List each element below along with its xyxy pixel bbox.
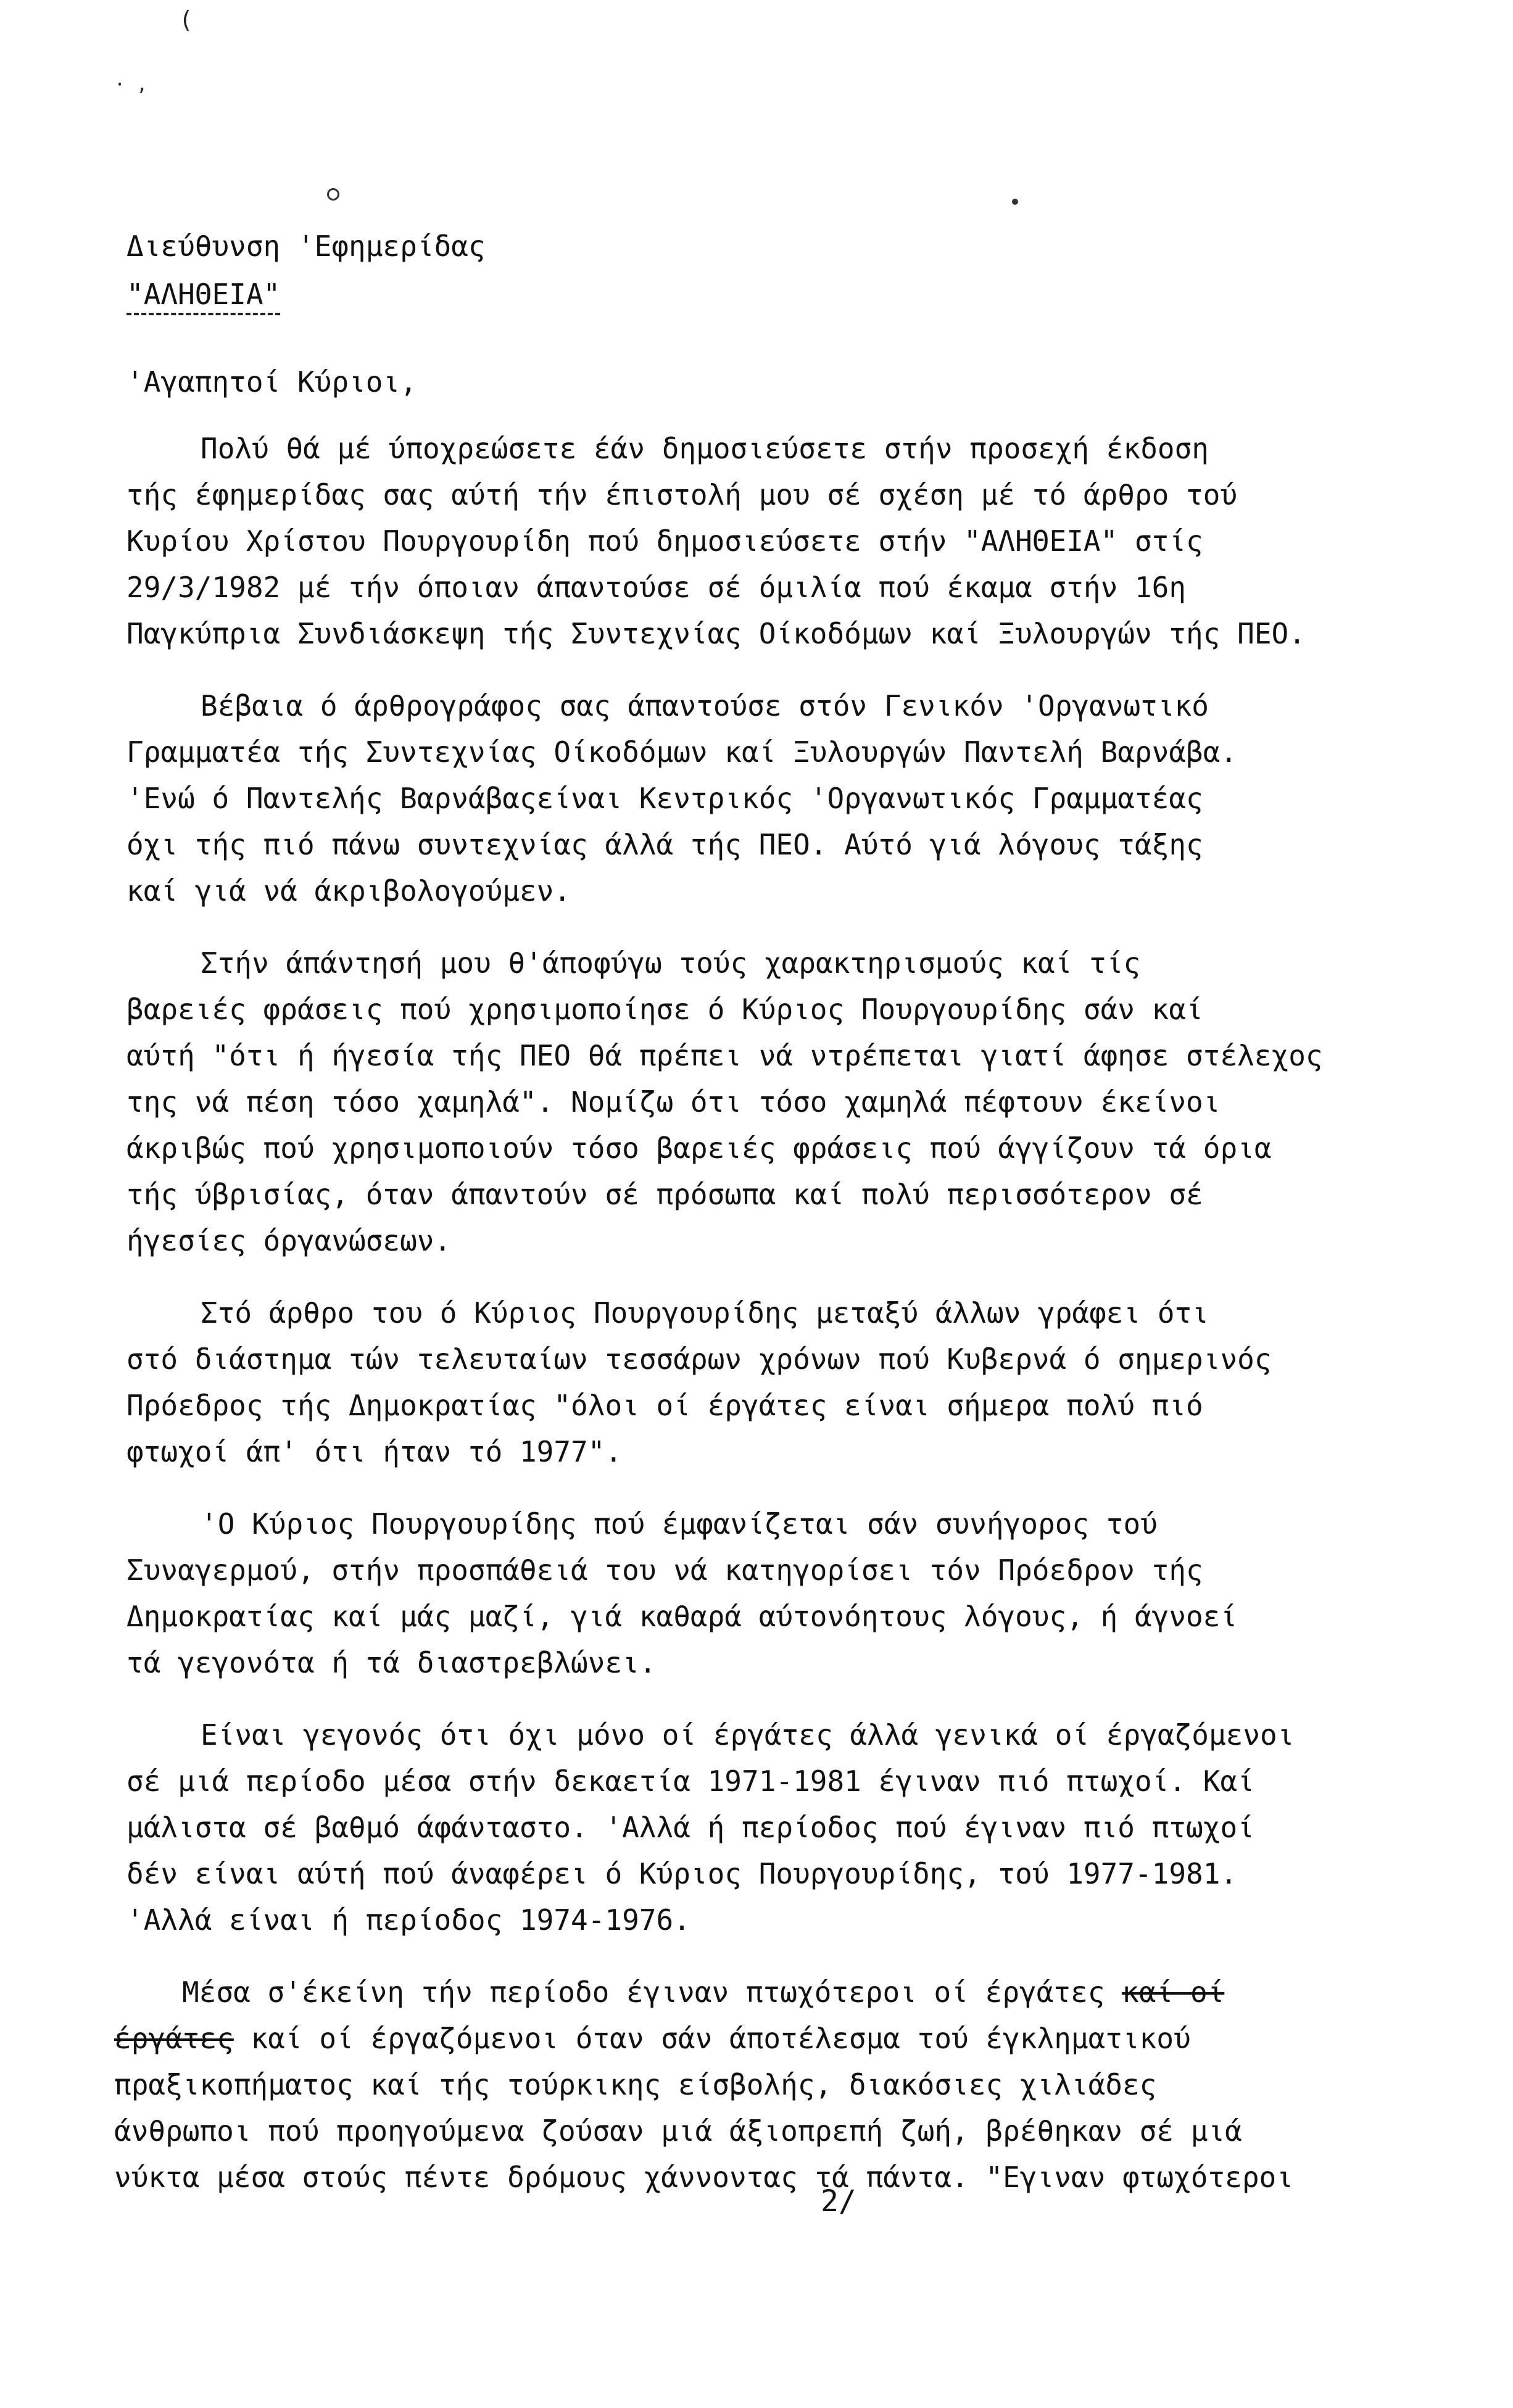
text-line: Στό άρθρο του ό Κύριος Πουργουρίδης μεταξύ άλλων γράφει ότι bbox=[201, 1296, 1209, 1330]
text-line: σέ μιά περίοδο μέσα στήν δεκαετία 1971-1981 έγιναν πιό πτωχοί. Καί bbox=[126, 1765, 1254, 1798]
text-line: βαρειές φράσεις πού χρησιμοποίησε ό Κύριος Πουργουρίδης σάν καί bbox=[126, 993, 1203, 1026]
text-line: Πρόεδρος τής Δημοκρατίας "όλοι οί έργάτες είναι σήμερα πολύ πιό bbox=[126, 1389, 1203, 1422]
text-line: δέν είναι αύτή πού άναφέρει ό Κύριος Πουργουρίδης, τού 1977-1981. bbox=[126, 1857, 1238, 1890]
text-line: 'Αλλά είναι ή περίοδος 1974-1976. bbox=[126, 1903, 690, 1937]
salutation: 'Αγαπητοί Κύριοι, bbox=[126, 365, 417, 399]
text-line: Είναι γεγονός ότι όχι μόνο οί έργάτες άλλά γενικά οί έργαζόμενοι bbox=[201, 1718, 1295, 1752]
paragraph-3 bbox=[126, 940, 1441, 1264]
text-line: 'Ενώ ό Παντελής Βαρνάβαςείναι Κεντρικός 'Οργανωτικός Γραμματέας bbox=[126, 782, 1203, 815]
scan-speck bbox=[327, 188, 339, 201]
scan-speck bbox=[1012, 199, 1018, 205]
paragraph-1 bbox=[126, 426, 1441, 657]
text-line: αύτή "ότι ή ήγεσία τής ΠΕΟ θά πρέπει νά ντρέπεται γιατί άφησε στέλεχος bbox=[126, 1039, 1323, 1072]
text-line: Γραμματέα τής Συντεχνίας Οίκοδόμων καί Ξυλουργών Παντελή Βαρνάβα. bbox=[126, 735, 1238, 769]
text-line: Παγκύπρια Συνδιάσκεψη τής Συντεχνίας Οίκοδόμων καί Ξυλουργών τής ΠΕΟ. bbox=[126, 617, 1306, 650]
struck-out-text: έργάτες bbox=[114, 2022, 234, 2055]
text-line: άνθρωποι πού προηγούμενα ζούσαν μιά άξιοπρεπή ζωή, βρέθηκαν σέ μιά bbox=[114, 2114, 1242, 2148]
recipient-address bbox=[126, 222, 486, 318]
text-line: της νά πέση τόσο χαμηλά". Νομίζω ότι τόσο χαμηλά πέφτουν έκείνοι bbox=[126, 1085, 1221, 1119]
text-line: φτωχοί άπ' ότι ήταν τό 1977". bbox=[126, 1435, 623, 1468]
text-line bbox=[114, 2016, 1441, 2062]
text-line: Δημοκρατίας καί μάς μαζί, γιά καθαρά αύτονόητους λόγους, ή άγνοεί bbox=[126, 1600, 1238, 1633]
text-line: Βέβαια ό άρθρογράφος σας άπαντούσε στόν Γενικόν 'Οργανωτικό bbox=[201, 689, 1209, 722]
struck-out-text: καί οί bbox=[1122, 1976, 1225, 2009]
text-line: 29/3/1982 μέ τήν όποιαν άπαντούσε σέ όμιλία πού έκαμα στήν 16η bbox=[126, 571, 1187, 604]
scan-mark-top-left: ( bbox=[179, 6, 193, 33]
recipient-line-1: Διεύθυνση 'Εφημερίδας bbox=[126, 230, 486, 263]
paragraph-4 bbox=[126, 1290, 1441, 1475]
text-line: Κυρίου Χρίστου Πουργουρίδη πού δημοσιεύσετε στήν "ΑΛΗΘΕΙΑ" στίς bbox=[126, 524, 1203, 558]
letter-body bbox=[114, 426, 1441, 2227]
scan-mark-top-left-small: · , bbox=[114, 74, 148, 96]
text-line: τής έφημερίδας σας αύτή τήν έπιστολή μου σέ σχέση μέ τό άρθρο τού bbox=[126, 478, 1238, 511]
text-line: τά γεγονότα ή τά διαστρεβλώνει. bbox=[126, 1646, 657, 1679]
text-line: πραξικοπήματος καί τής τούρκικης είσβολής, διακόσιες χιλιάδες bbox=[114, 2068, 1157, 2101]
text-line: Συναγερμού, στήν προσπάθειά του νά κατηγορίσει τόν Πρόεδρον τής bbox=[126, 1554, 1203, 1587]
text-line bbox=[126, 1969, 1441, 2016]
text-line: Πολύ θά μέ ύποχρεώσετε έάν δημοσιεύσετε στήν προσεχή έκδοση bbox=[201, 432, 1209, 465]
paragraph-7 bbox=[114, 1969, 1441, 2201]
text-line: ήγεσίες όργανώσεων. bbox=[126, 1224, 452, 1257]
text-line: καί γιά νά άκριβολογούμεν. bbox=[126, 874, 571, 908]
text-line: όχι τής πιό πάνω συντεχνίας άλλά τής ΠΕΟ. Αύτό γιά λόγους τάξης bbox=[126, 828, 1203, 861]
text-line: στό διάστημα τών τελευταίων τεσσάρων χρόνων πού Κυβερνά ό σημερινός bbox=[126, 1343, 1272, 1376]
text-line: τής ύβρισίας, όταν άπαντούν σέ πρόσωπα καί πολύ περισσότερον σέ bbox=[126, 1178, 1203, 1211]
newspaper-name: "ΑΛΗΘΕΙΑ" bbox=[126, 276, 280, 315]
text-line: Στήν άπάντησή μου θ'άποφύγω τούς χαρακτηρισμούς καί τίς bbox=[201, 946, 1141, 980]
text-fragment: Μέσα σ'έκείνη τήν περίοδο έγιναν πτωχότεροι οί έργάτες bbox=[182, 1976, 1105, 2009]
text-line: 'Ο Κύριος Πουργουρίδης πού έμφανίζεται σάν συνήγορος τού bbox=[201, 1507, 1158, 1541]
text-line: νύκτα μέσα στούς πέντε δρόμους χάννοντας τά πάντα. "Εγιναν φτωχότεροι bbox=[114, 2161, 1293, 2194]
text-line: άκριβώς πού χρησιμοποιούν τόσο βαρειές φράσεις πού άγγίζουν τά όρια bbox=[126, 1132, 1272, 1165]
paragraph-2 bbox=[126, 683, 1441, 914]
text-line: μάλιστα σέ βαθμό άφάνταστο. 'Αλλά ή περίοδος πού έγιναν πιό πτωχοί bbox=[126, 1811, 1254, 1844]
page-number: 2/ bbox=[821, 2184, 856, 2219]
text-fragment: καί οί έργαζόμενοι όταν σάν άποτέλεσμα τού έγκληματικού bbox=[251, 2022, 1191, 2055]
paragraph-6 bbox=[126, 1712, 1441, 1943]
paragraph-5 bbox=[126, 1501, 1441, 1686]
